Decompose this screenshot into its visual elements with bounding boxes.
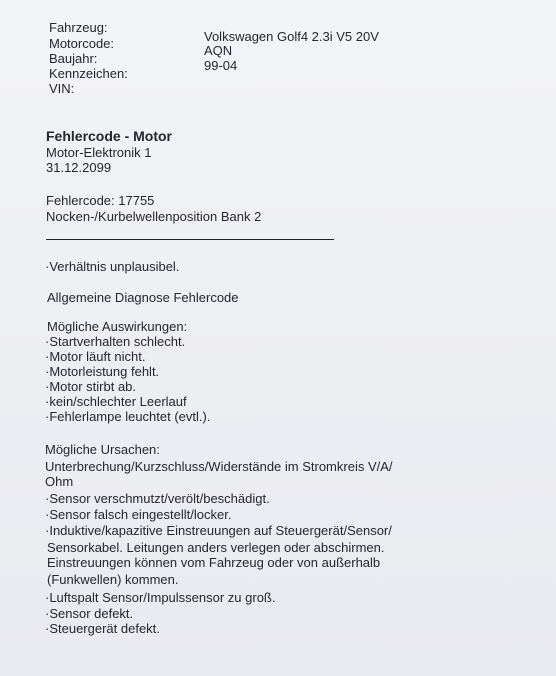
vehicle-value: Volkswagen Golf4 2.3i V5 20V <box>204 29 379 44</box>
list-item: ·Motor stirbt ab. <box>45 379 137 394</box>
list-item: Unterbrechung/Kurzschluss/Widerstände im Stromkreis V/A/ <box>45 459 393 474</box>
vehicle-label: Fahrzeug: <box>49 20 108 35</box>
causes-heading: Mögliche Ursachen: <box>45 442 160 457</box>
engine-code-label: Motorcode: <box>49 36 115 51</box>
list-item: Sensorkabel. Leitungen anders verlegen oder abschirmen. <box>47 540 385 555</box>
year-label: Baujahr: <box>49 51 98 66</box>
list-item: Ohm <box>45 474 74 489</box>
list-item: ·Startverhalten schlecht. <box>45 334 186 349</box>
plate-label: Kennzeichen: <box>49 66 128 81</box>
engine-code-value: AQN <box>204 43 233 58</box>
list-item: ·Luftspalt Sensor/Impulssensor zu groß. <box>45 590 276 605</box>
list-item: ·Sensor verschmutzt/verölt/beschädigt. <box>45 491 270 506</box>
list-item: (Funkwellen) kommen. <box>47 572 179 587</box>
list-item: ·Fehlerlampe leuchtet (evtl.). <box>45 409 211 424</box>
list-item: ·kein/schlechter Leerlauf <box>45 394 187 409</box>
list-item: ·Sensor falsch eingestellt/locker. <box>45 507 232 522</box>
report-date: 31.12.2099 <box>46 160 112 175</box>
list-item: ·Motor läuft nicht. <box>45 349 146 364</box>
vin-label: VIN: <box>49 81 75 96</box>
fault-code: Fehlercode: 17755 <box>46 193 155 208</box>
list-item: ·Steuergerät defekt. <box>45 621 160 636</box>
status-text: ·Verhältnis unplausibel. <box>45 259 180 274</box>
fault-description: Nocken-/Kurbelwellenposition Bank 2 <box>46 209 262 224</box>
list-item: ·Sensor defekt. <box>45 606 134 621</box>
list-item: ·Motorleistung fehlt. <box>45 364 160 379</box>
list-item: ·Induktive/kapazitive Einstreuungen auf Steuergerät/Sensor/ <box>45 523 392 538</box>
divider-line <box>46 239 334 240</box>
general-text: Allgemeine Diagnose Fehlercode <box>47 290 239 305</box>
list-item: Einstreuungen können vom Fahrzeug oder von außerhalb <box>47 555 381 570</box>
year-value: 99-04 <box>204 58 238 73</box>
page-title: Fehlercode - Motor <box>46 128 173 144</box>
effects-heading: Mögliche Auswirkungen: <box>47 319 188 334</box>
module-name: Motor-Elektronik 1 <box>46 145 152 160</box>
